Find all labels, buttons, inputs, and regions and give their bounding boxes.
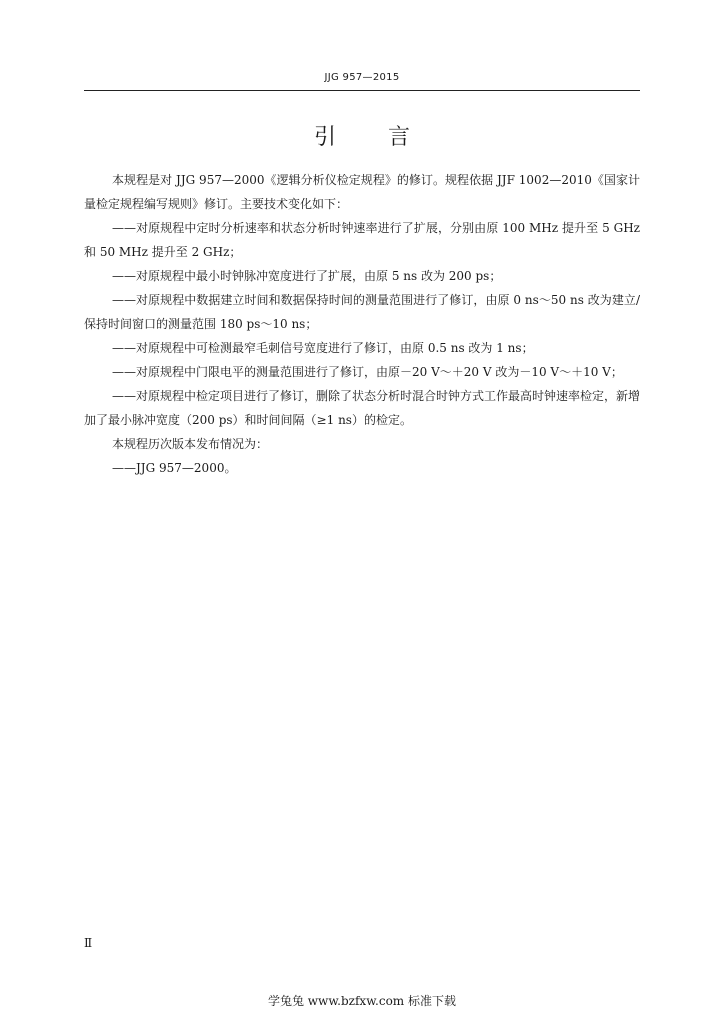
change-item-rate: ——对原规程中定时分析速率和状态分析时钟速率进行了扩展，分别由原 100 MHz 提升至 5 GHz 和 50 MHz 提升至 2 GHz； <box>84 221 640 259</box>
page-title <box>0 120 724 151</box>
running-header: JJG 957—2015 <box>324 72 400 83</box>
watermark-footer: 学兔兔 www.bzfxw.com 标准下载 <box>267 994 457 1008</box>
change-item-verification: ——对原规程中检定项目进行了修订，删除了状态分析时混合时钟方式工作最高时钟速率检定，新增加了最小脉冲宽度（200 ps）和时间间隔（≥1 ns）的检定。 <box>84 389 641 427</box>
intro-paragraph: 本规程是对 JJG 957—2000《逻辑分析仪检定规程》的修订。规程依据 JJF 1002—2010《国家计量检定规程编写规则》修订。主要技术变化如下： <box>84 173 640 211</box>
body-text <box>84 168 640 480</box>
change-item-threshold: ——对原规程中门限电平的测量范围进行了修订，由原－20 V～＋20 V 改为－10 V～＋10 V； <box>112 365 623 379</box>
change-item-setup-hold: ——对原规程中数据建立时间和数据保持时间的测量范围进行了修订，由原 0 ns～50 ns 改为建立/保持时间窗口的测量范围 180 ps～10 ns； <box>84 293 640 331</box>
change-item-glitch: ——对原规程中可检测最窄毛刺信号宽度进行了修订，由原 0.5 ns 改为 1 ns； <box>112 341 534 355</box>
history-item: ——JJG 957—2000。 <box>112 461 237 475</box>
page-number: Ⅱ <box>84 936 93 950</box>
history-paragraph: 本规程历次版本发布情况为： <box>112 437 269 451</box>
change-item-pulse-width: ——对原规程中最小时钟脉冲宽度进行了扩展，由原 5 ns 改为 200 ps； <box>112 269 502 283</box>
title-char-1: 引 <box>314 125 337 150</box>
header-rule <box>84 90 640 91</box>
title-char-2: 言 <box>388 125 411 150</box>
